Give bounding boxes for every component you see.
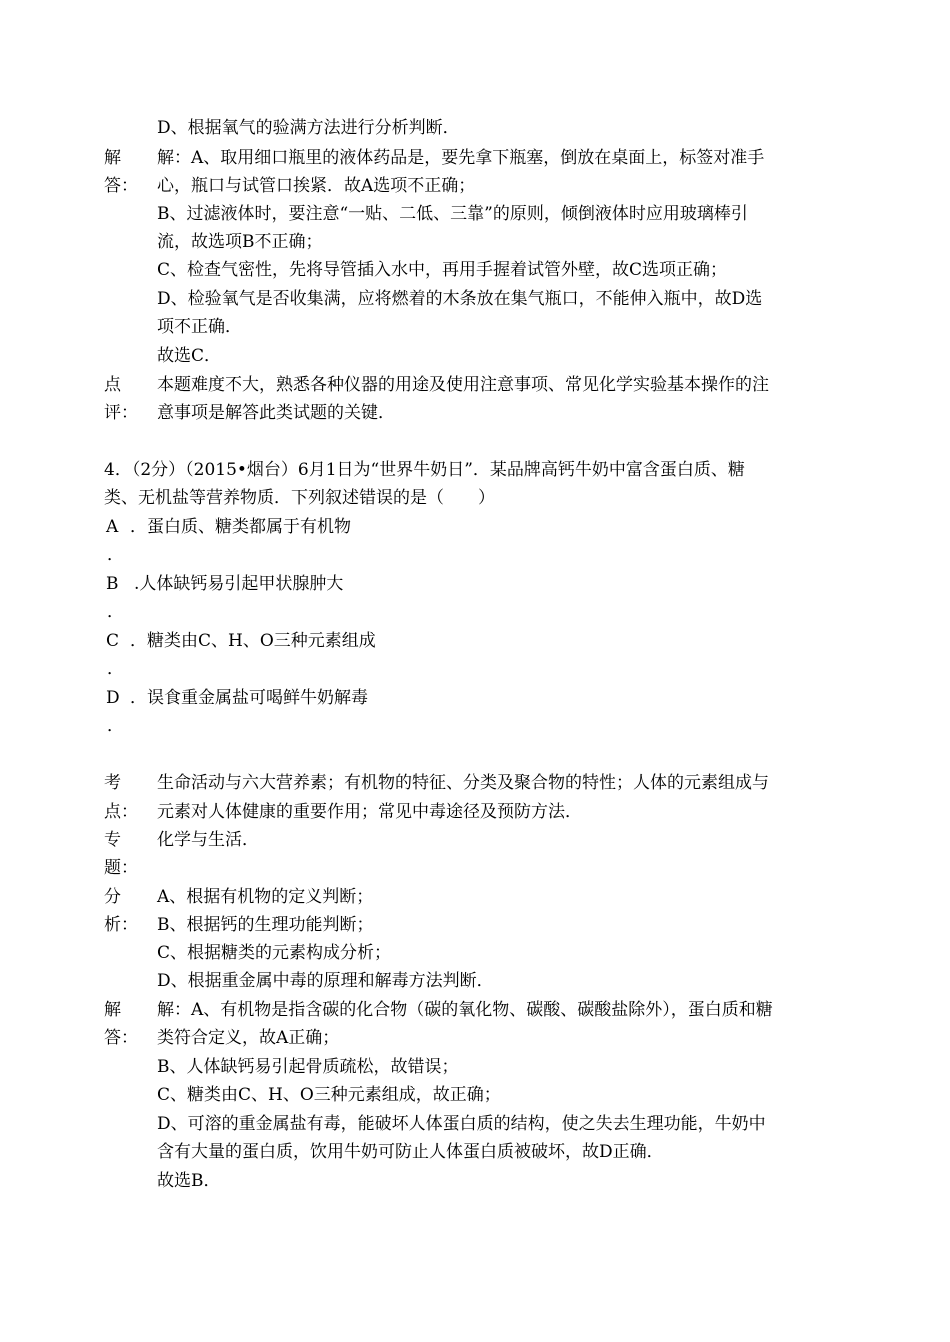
fenxi-line: B、根据钙的生理功能判断； bbox=[157, 915, 374, 935]
answer-label: 答： bbox=[104, 176, 138, 196]
fenxi-line: C、根据糖类的元素构成分析； bbox=[157, 943, 392, 963]
option-text: ．蛋白质、糖类都属于有机物 bbox=[130, 517, 351, 537]
fenxi-label: 分 bbox=[104, 887, 121, 907]
answer-line: B、过滤液体时，要注意“一贴、二低、三靠”的原则，倾倒液体时应用玻璃棒引 bbox=[157, 204, 748, 224]
jieda-line: 类符合定义，故A正确； bbox=[157, 1028, 340, 1048]
option-dot: ． bbox=[107, 545, 124, 565]
jieda-line: 含有大量的蛋白质，饮用牛奶可防止人体蛋白质被破坏，故D正确． bbox=[157, 1142, 664, 1162]
fenxi-label: 析： bbox=[104, 915, 138, 935]
jieda-line: D、可溶的重金属盐有毒，能破坏人体蛋白质的结构，使之失去生理功能，牛奶中 bbox=[157, 1114, 766, 1134]
comment-line: 本题难度不大，熟悉各种仪器的用途及使用注意事项、常见化学实验基本操作的注 bbox=[157, 375, 769, 395]
jieda-label: 解 bbox=[104, 1000, 121, 1020]
jieda-label: 答： bbox=[104, 1028, 138, 1048]
zhuanti-label: 专 bbox=[104, 830, 121, 850]
fenxi-line: A、根据有机物的定义判断； bbox=[157, 887, 374, 907]
comment-line: 意事项是解答此类试题的关键． bbox=[157, 403, 395, 423]
option-text: ．糖类由C、H、O三种元素组成 bbox=[130, 631, 376, 651]
question-stem: 类、无机盐等营养物质．下列叙述错误的是（ ） bbox=[104, 488, 495, 508]
jieda-line: B、人体缺钙易引起骨质疏松，故错误； bbox=[157, 1057, 459, 1077]
option-letter: A bbox=[106, 517, 119, 537]
option-letter: D bbox=[106, 688, 120, 708]
answer-line: 心，瓶口与试管口挨紧．故A选项不正确； bbox=[157, 176, 476, 196]
comment-label: 点 bbox=[104, 375, 121, 395]
jieda-line: C、糖类由C、H、O三种元素组成，故正确； bbox=[157, 1085, 501, 1105]
answer-line: 项不正确． bbox=[157, 317, 242, 337]
option-letter: C bbox=[106, 631, 120, 651]
option-dot: ． bbox=[107, 659, 124, 679]
answer-label: 解 bbox=[104, 148, 121, 168]
kaodian-line: 生命活动与六大营养素；有机物的特征、分类及聚合物的特性；人体的元素组成与 bbox=[157, 773, 769, 793]
option-dot: ． bbox=[107, 716, 124, 736]
answer-line: D、检验氧气是否收集满，应将燃着的木条放在集气瓶口，不能伸入瓶中，故D选 bbox=[157, 289, 763, 309]
jieda-line: 解：A、有机物是指含碳的化合物（碳的氧化物、碳酸、碳酸盐除外），蛋白质和糖 bbox=[157, 1000, 773, 1020]
answer-line: 故选C． bbox=[157, 346, 222, 366]
kaodian-line: 元素对人体健康的重要作用；常见中毒途径及预防方法． bbox=[157, 802, 582, 822]
answer-line: C、检查气密性，先将导管插入水中，再用手握着试管外壁，故C选项正确； bbox=[157, 260, 728, 280]
answer-line: 解：A、取用细口瓶里的液体药品是，要先拿下瓶塞，倒放在桌面上，标签对准手 bbox=[157, 148, 765, 168]
analysis-line: D、根据氧气的验满方法进行分析判断． bbox=[157, 118, 460, 138]
kaodian-label: 考 bbox=[104, 773, 121, 793]
fenxi-line: D、根据重金属中毒的原理和解毒方法判断． bbox=[157, 971, 494, 991]
jieda-line: 故选B． bbox=[157, 1171, 221, 1191]
comment-label: 评： bbox=[104, 403, 138, 423]
option-letter: B bbox=[106, 574, 119, 594]
option-text: .人体缺钙易引起甲状腺肿大 bbox=[134, 574, 344, 594]
question-stem: 4．（2分）（2015•烟台）6月1日为“世界牛奶日”．某品牌高钙牛奶中富含蛋白质、糖 bbox=[104, 460, 745, 480]
kaodian-label: 点： bbox=[104, 802, 138, 822]
option-dot: ． bbox=[107, 602, 124, 622]
zhuanti-label: 题： bbox=[104, 858, 138, 878]
zhuanti-line: 化学与生活． bbox=[157, 830, 259, 850]
option-text: ．误食重金属盐可喝鲜牛奶解毒 bbox=[130, 688, 368, 708]
answer-line: 流，故选项B不正确； bbox=[157, 232, 323, 252]
